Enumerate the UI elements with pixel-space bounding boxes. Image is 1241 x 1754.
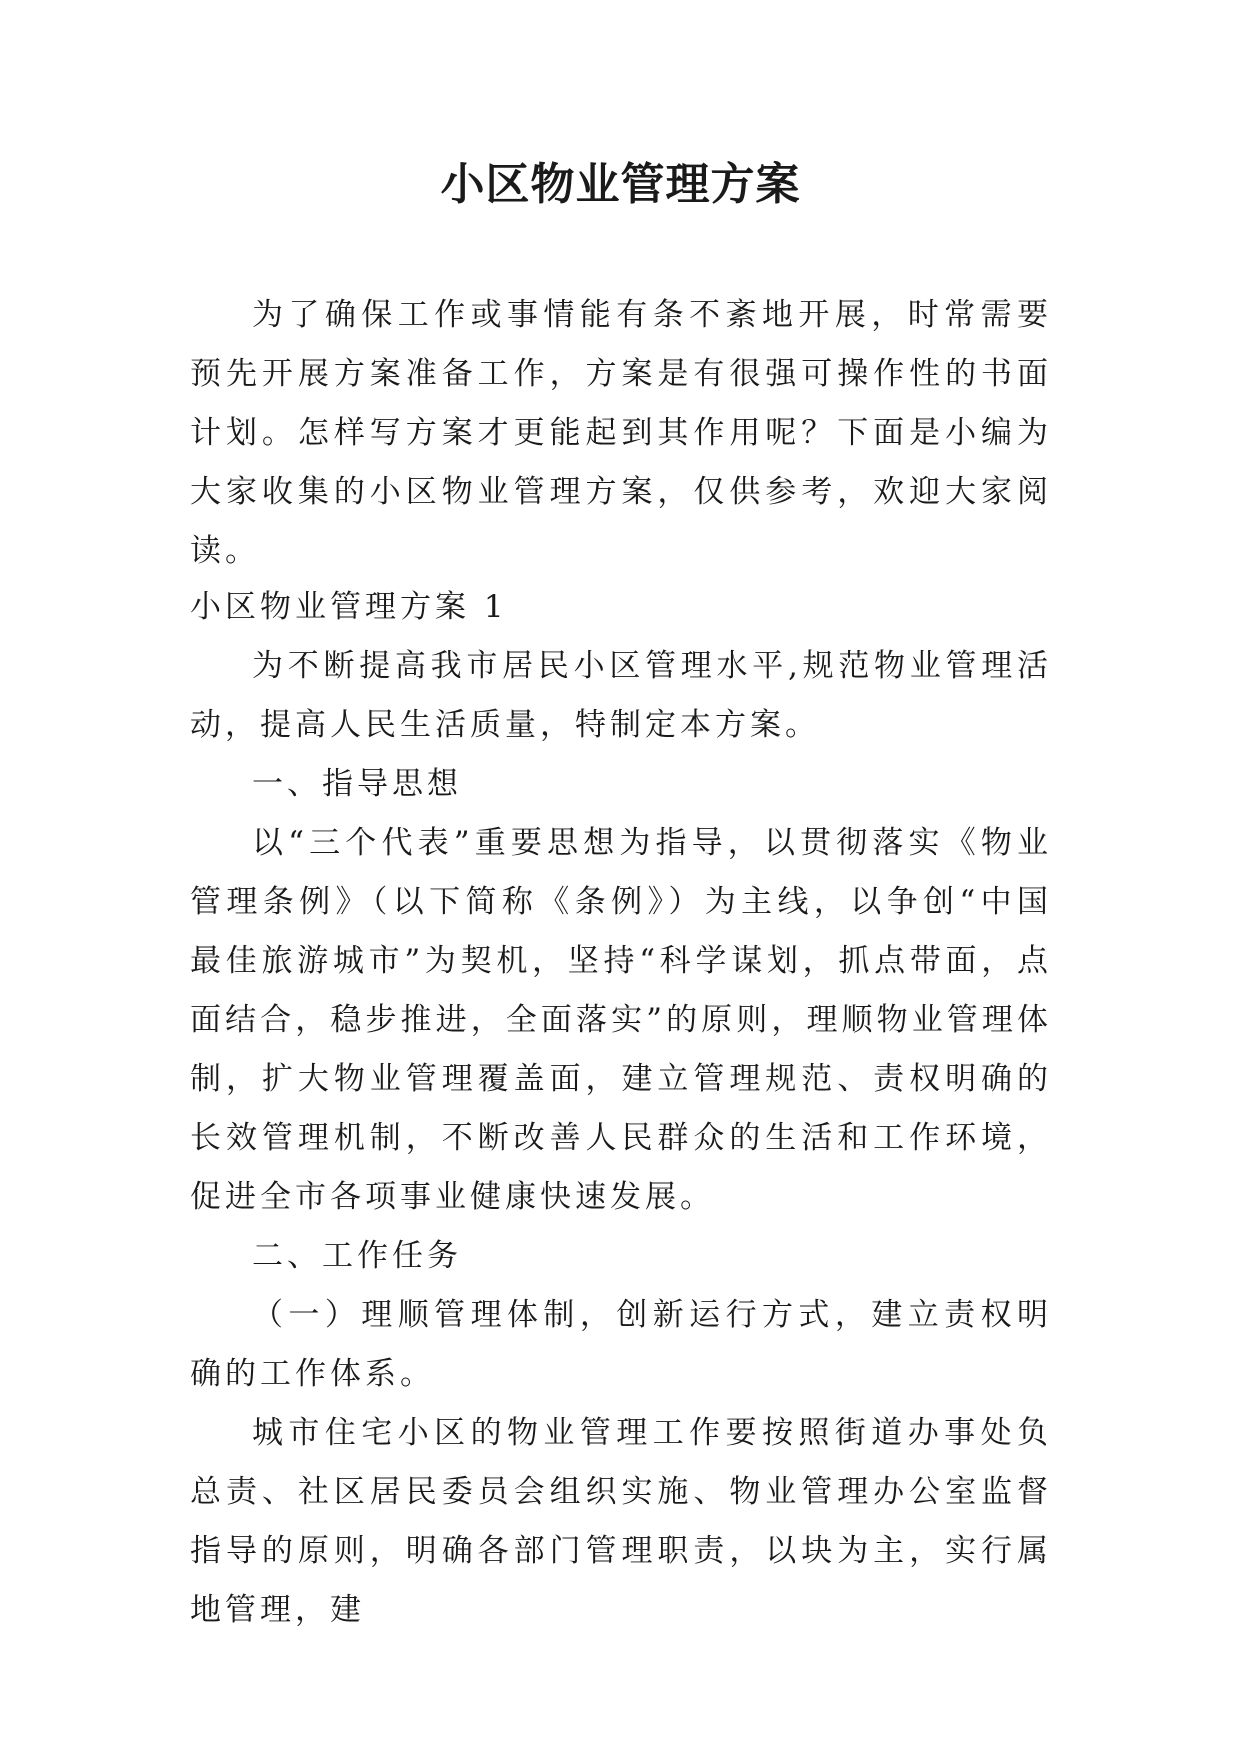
heading-work-tasks: 二、工作任务 [252,1238,462,1274]
paragraph-guiding-ideology: 以“三个代表”重要思想为指导，以贯彻落实《物业管理条例》（以下简称《条例》）为主线，以争创“中国最佳旅游城市”为契机，坚持“科学谋划，抓点带面，点面结合，稳步推进，全面落实”的原则，理顺物业管理体制，扩大物业管理覆盖面，建立管理规范、责权明确的长效管理机制，不断改善人民群众的生活和工作环境，促进全市各项事业健康快速发展。 [190,825,1052,1215]
intro-block [190,286,1052,581]
page-title: 小区物业管理方案 [440,159,801,210]
paragraph-management-system: 城市住宅小区的物业管理工作要按照街道办事处负总责、社区居民委员会组织实施、物业管理办公室监督指导的原则，明确各部门管理职责，以块为主，实行属地管理，建 [190,1415,1052,1628]
section-title: 小区物业管理方案 1 [190,589,508,625]
content-block [190,578,1052,1640]
heading-guiding-ideology: 一、指导思想 [252,766,462,802]
intro-paragraph: 为了确保工作或事情能有条不紊地开展，时常需要预先开展方案准备工作，方案是有很强可操作性的书面计划。怎样写方案才更能起到其作用呢？下面是小编为大家收集的小区物业管理方案，仅供参考，欢迎大家阅读。 [190,297,1052,569]
paragraph-purpose: 为不断提高我市居民小区管理水平,规范物业管理活动，提高人民生活质量，特制定本方案。 [190,648,1052,743]
subheading-management-system: （一）理顺管理体制，创新运行方式，建立责权明确的工作体系。 [190,1297,1052,1392]
